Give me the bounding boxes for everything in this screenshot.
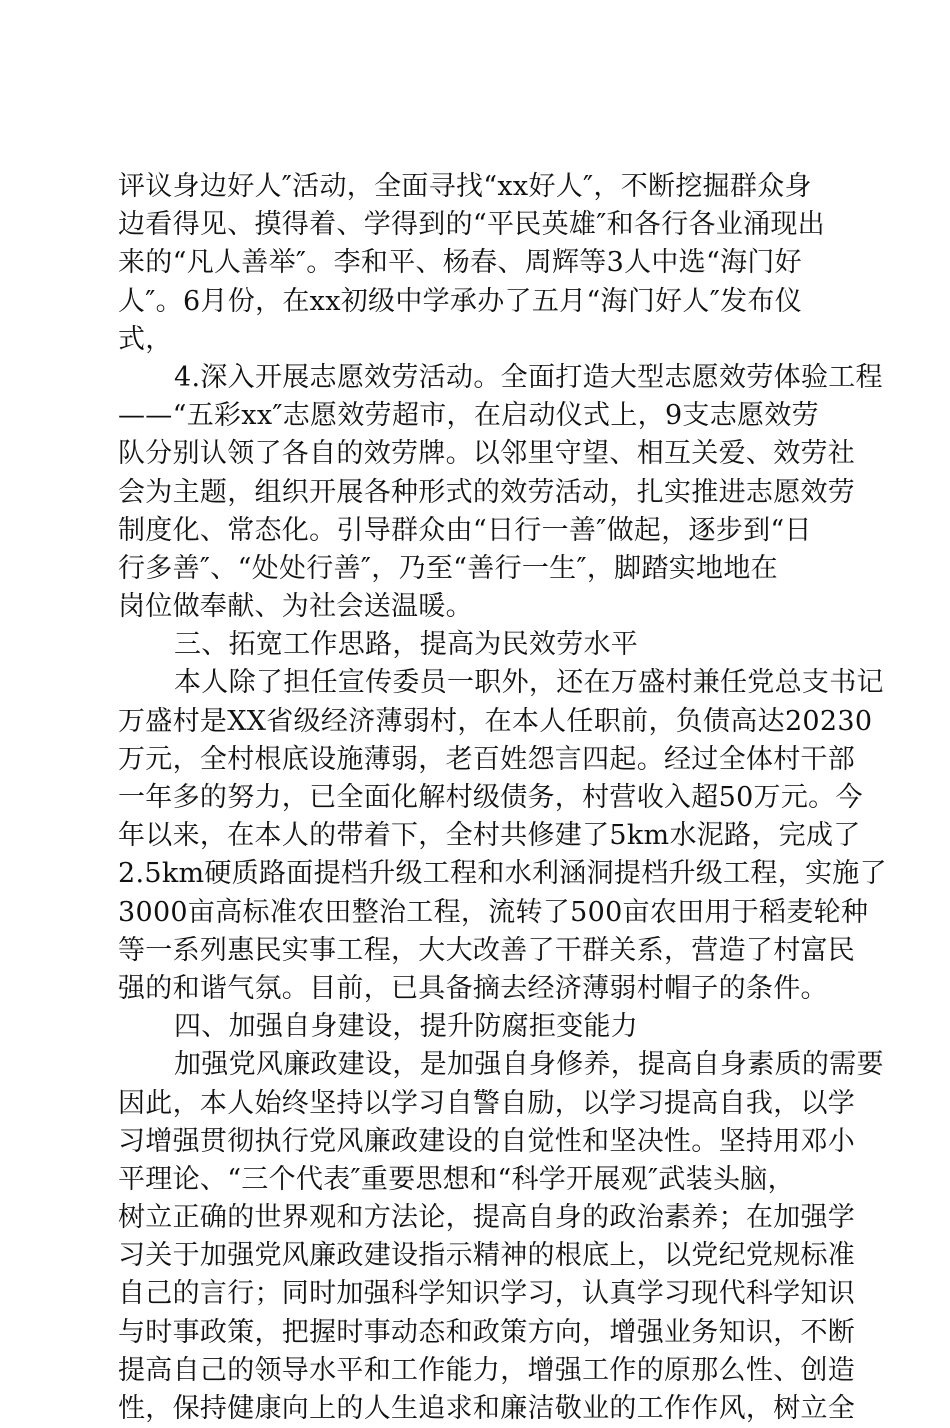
text-line: 习关于加强党风廉政建设指示精神的根底上，以党纪党规标准: [118, 1240, 856, 1272]
text-line: 习增强贯彻执行党风廉政建设的自觉性和坚决性。坚持用邓小: [118, 1125, 856, 1157]
text-line: 因此，本人始终坚持以学习自警自励，以学习提高自我，以学: [118, 1087, 856, 1119]
text-line: 式，: [118, 323, 173, 355]
text-line: 3000亩高标准农田整治工程，流转了500亩农田用于稻麦轮种: [118, 896, 869, 928]
text-line: 树立正确的世界观和方法论，提高自身的政治素养；在加强学: [118, 1202, 856, 1234]
text-line: 来的“凡人善举″。李和平、杨春、周辉等3人中选“海门好: [118, 247, 802, 279]
text-line: 队分别认领了各自的效劳牌。以邻里守望、相互关爱、效劳社: [118, 438, 856, 470]
text-line: 边看得见、摸得着、学得到的“平民英雄″和各行各业涌现出: [118, 209, 825, 241]
text-line: ——“五彩xx″志愿效劳超市，在启动仪式上，9支志愿效劳: [118, 400, 819, 432]
text-line: 人″。6月份，在xx初级中学承办了五月“海门好人″发布仪: [118, 285, 803, 317]
text-line: 强的和谐气氛。目前，已具备摘去经济薄弱村帽子的条件。: [118, 972, 828, 1004]
text-line: 4.深入开展志愿效劳活动。全面打造大型志愿效劳体验工程: [174, 361, 883, 393]
text-line: 2.5km硬质路面提档升级工程和水利涵洞提档升级工程，实施了: [118, 858, 887, 890]
document-body: [118, 168, 887, 1428]
text-line: 平理论、“三个代表″重要思想和“科学开展观″武装头脑，: [118, 1163, 795, 1195]
text-line: 年以来，在本人的带着下，全村共修建了5km水泥路，完成了: [118, 820, 861, 852]
text-line: 性，保持健康向上的人生追求和廉洁敬业的工作作风，树立全: [118, 1393, 856, 1424]
text-line: 三、拓宽工作思路，提高为民效劳水平: [174, 629, 639, 661]
text-line: 万元，全村根底设施薄弱，老百姓怨言四起。经过全体村干部: [118, 743, 856, 775]
text-line: 自己的言行；同时加强科学知识学习，认真学习现代科学知识: [118, 1278, 856, 1310]
text-line: 制度化、常态化。引导群众由“日行一善″做起，逐步到“日: [118, 514, 812, 546]
text-line: 与时事政策，把握时事动态和政策方向，增强业务知识，不断: [118, 1316, 856, 1348]
text-line: 会为主题，组织开展各种形式的效劳活动，扎实推进志愿效劳: [118, 476, 856, 508]
text-line: 一年多的努力，已全面化解村级债务，村营收入超50万元。今: [118, 782, 863, 813]
text-line: 本人除了担任宣传委员一职外，还在万盛村兼任党总支书记: [174, 667, 884, 699]
text-line: 行多善″、“处处行善″，乃至“善行一生″，脚踏实地地在: [118, 552, 778, 584]
text-line: 提高自己的领导水平和工作能力，增强工作的原那么性、创造: [118, 1354, 856, 1386]
text-line: 加强党风廉政建设，是加强自身修养，提高自身素质的需要: [174, 1049, 884, 1081]
text-line: 评议身边好人″活动，全面寻找“xx好人″，不断挖掘群众身: [118, 171, 812, 202]
text-line: 四、加强自身建设，提升防腐拒变能力: [174, 1011, 639, 1043]
text-line: 等一系列惠民实事工程，大大改善了干群关系，营造了村富民: [118, 934, 856, 966]
text-line: 万盛村是XX省级经济薄弱村，在本人任职前，负债高达20230: [118, 705, 873, 737]
text-line: 岗位做奉献、为社会送温暖。: [118, 591, 473, 623]
